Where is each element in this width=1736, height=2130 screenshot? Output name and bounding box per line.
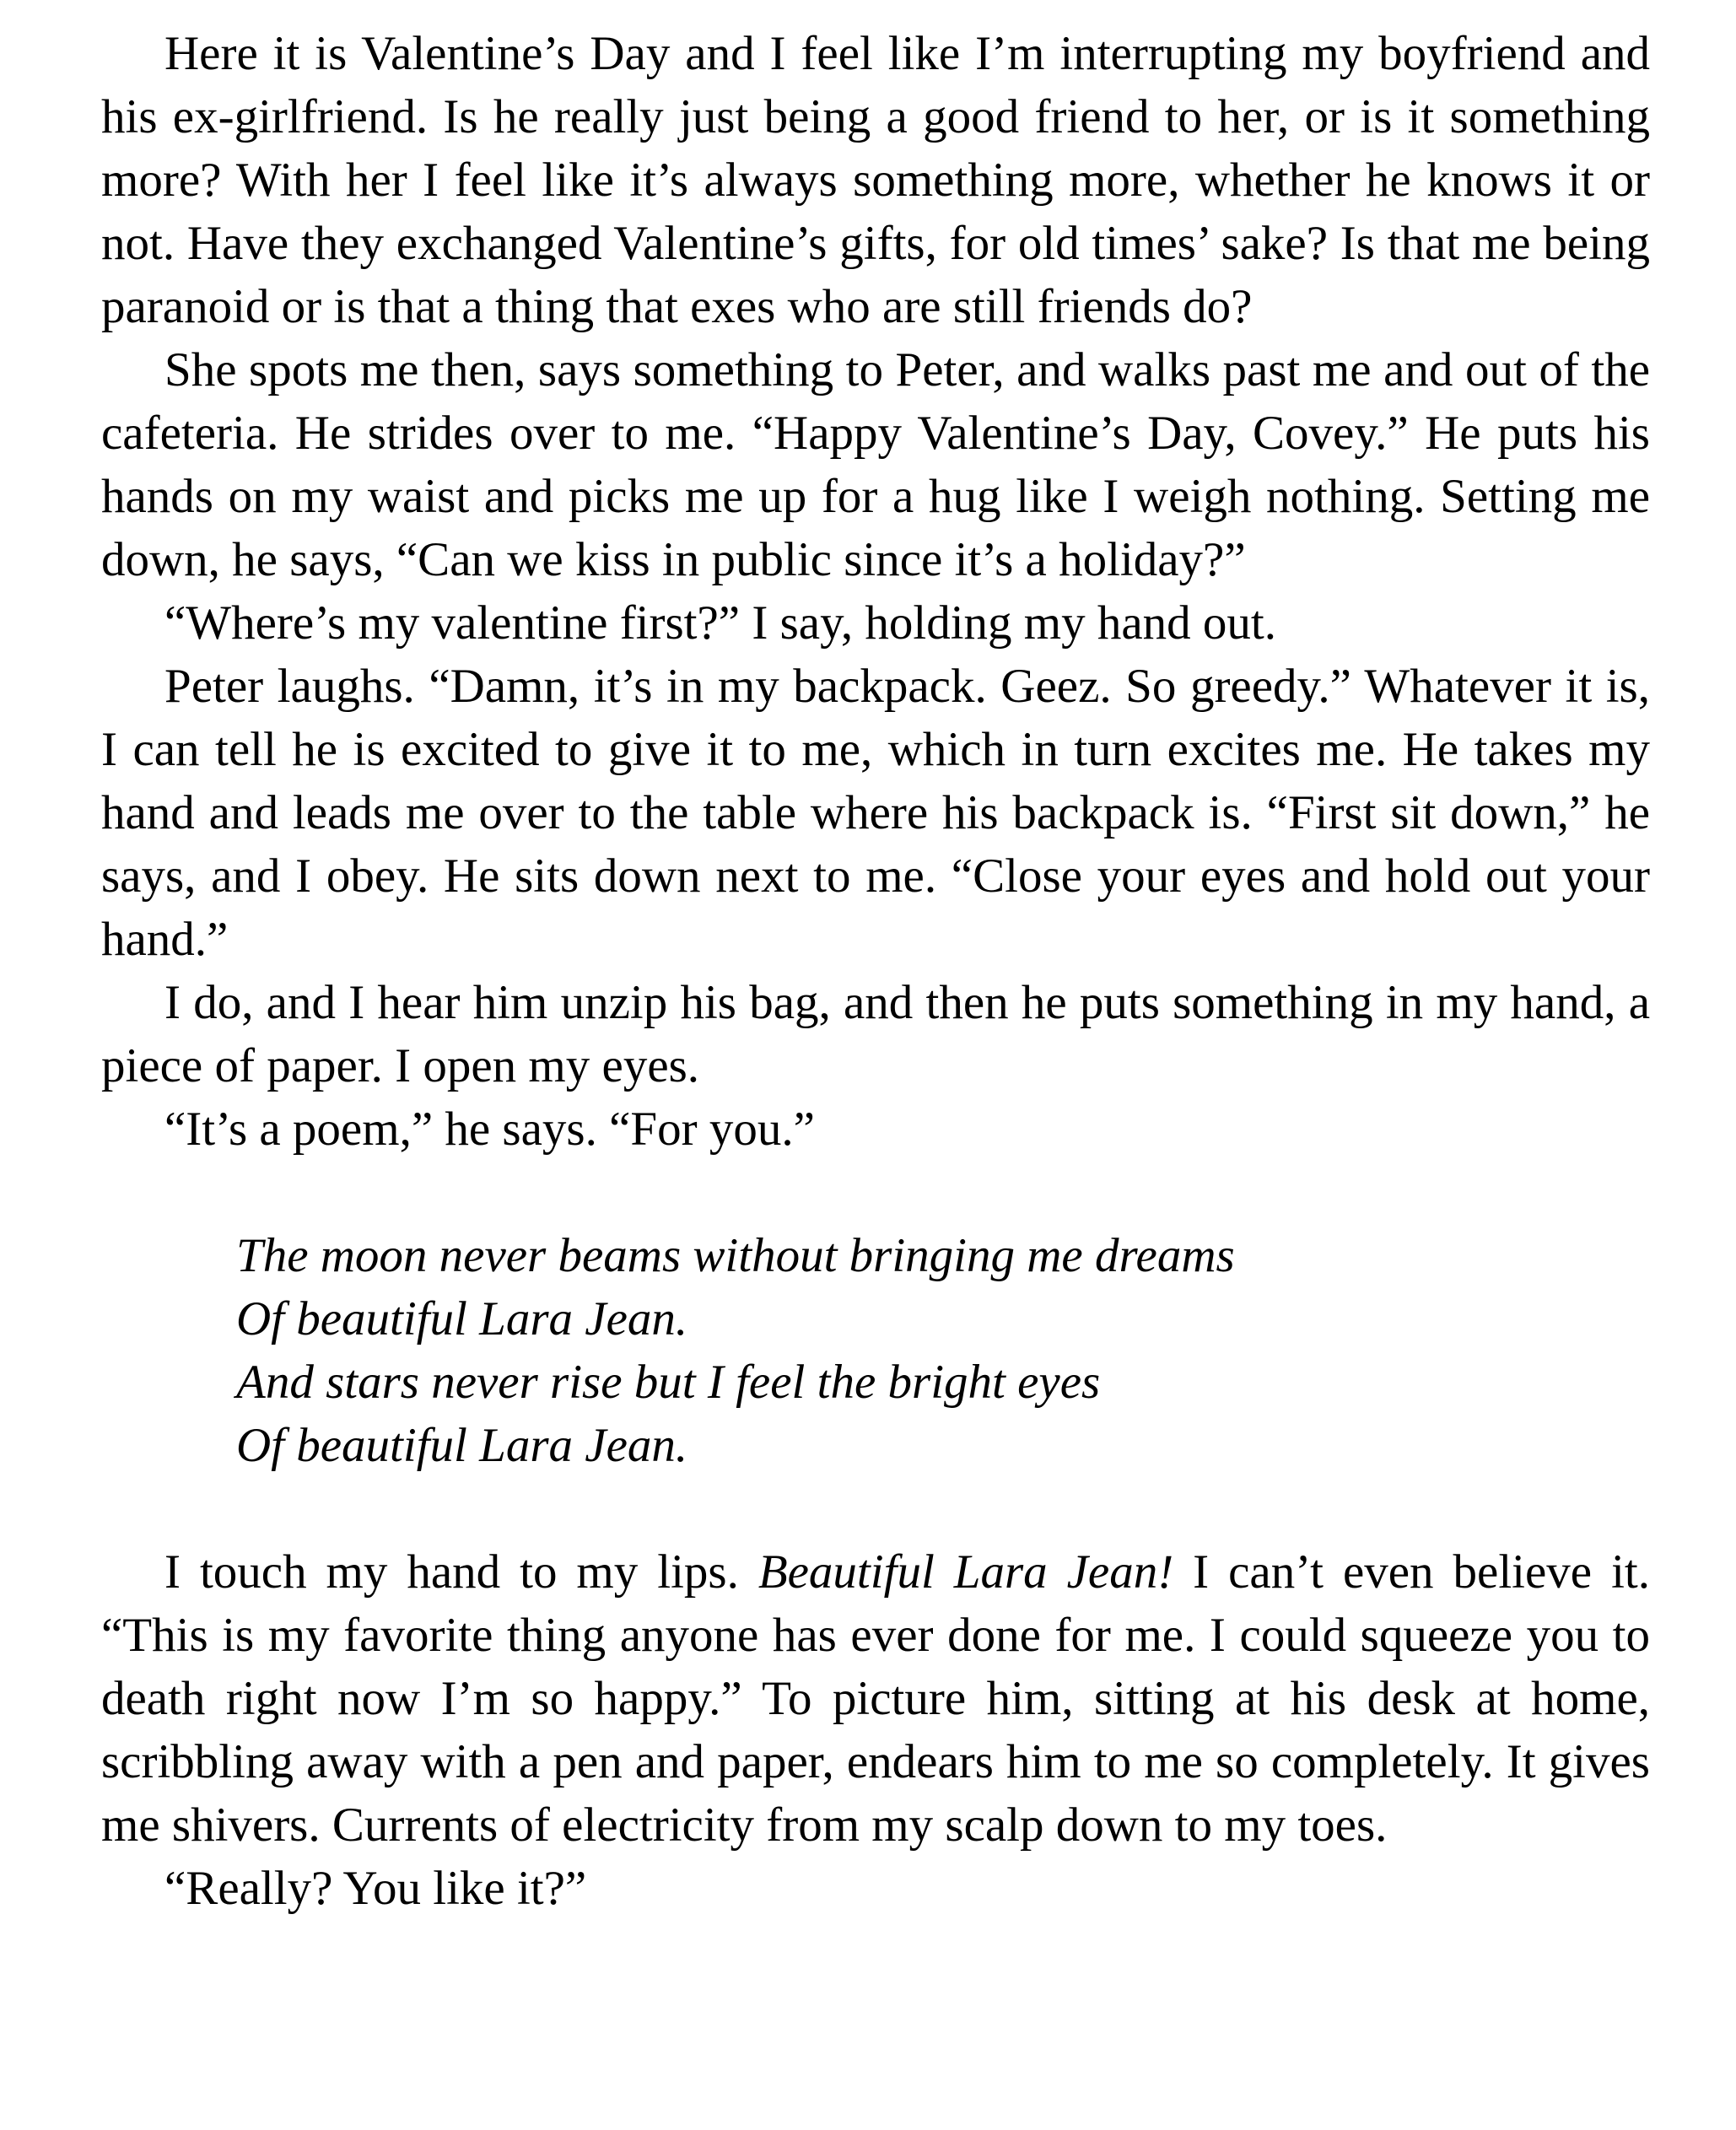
poem-line: The moon never beams without bringing me dreams [236,1229,1235,1282]
paragraph-text: I can’t even believe it. “This is my favorite thing anyone has ever done for me. I could squeeze you to death right now I’m so happy.” To picture him, sitting at his desk at home, scribbling away with a pen and paper, endears him to me so completely. It gives me shivers. Currents of electricity from my scalp down to my toes. [101,1545,1650,1852]
paragraph-touch-my-hand [101,1540,1650,1857]
paragraph-i-do: I do, and I hear him unzip his bag, and then he puts something in my hand, a piece of paper. I open my eyes. [101,976,1650,1092]
paragraph-wheres-my-valentine: “Where’s my valentine first?” I say, holding my hand out. [164,596,1277,650]
poem-line: Of beautiful Lara Jean. [236,1292,688,1345]
paragraph-valentines-day: Here it is Valentine’s Day and I feel like I’m interrupting my boyfriend and his ex-girlfriend. Is he really just being a good friend to her, or is it something more? With her I feel like it’s always something more, whether he knows it or not. Have they exchanged Valentine’s gifts, for old times’ sake? Is that me being paranoid or is that a thing that exes who are still friends do? [101,27,1650,333]
cut-off-text-fragment [101,2117,1650,2127]
italic-emphasis: Beautiful Lara Jean! [757,1545,1174,1599]
book-page [101,22,1650,1920]
poem-line: Of beautiful Lara Jean. [236,1419,688,1472]
poem-block [101,1224,1650,1477]
paragraph-its-a-poem: “It’s a poem,” he says. “For you.” [164,1103,815,1156]
cut-off-next-line [101,2117,1650,2130]
paragraph-peter-laughs: Peter laughs. “Damn, it’s in my backpack. Geez. So greedy.” Whatever it is, I can tell he is excited to give it to me, which in turn excites me. He takes my hand and leads me over to the table where his backpack is. “First sit down,” he says, and I obey. He sits down next to me. “Close your eyes and hold out your hand.” [101,660,1650,966]
paragraph-text: I touch my hand to my lips. [164,1545,758,1599]
paragraph-she-spots-me: She spots me then, says something to Peter, and walks past me and out of the cafeteria. He strides over to me. “Happy Valentine’s Day, Covey.” He puts his hands on my waist and picks me up for a hug like I weigh nothing. Setting me down, he says, “Can we kiss in public since it’s a holiday?” [101,343,1650,586]
poem-line: And stars never rise but I feel the bright eyes [236,1356,1101,1409]
paragraph-really-you-like-it: “Really? You like it?” [164,1862,587,1915]
